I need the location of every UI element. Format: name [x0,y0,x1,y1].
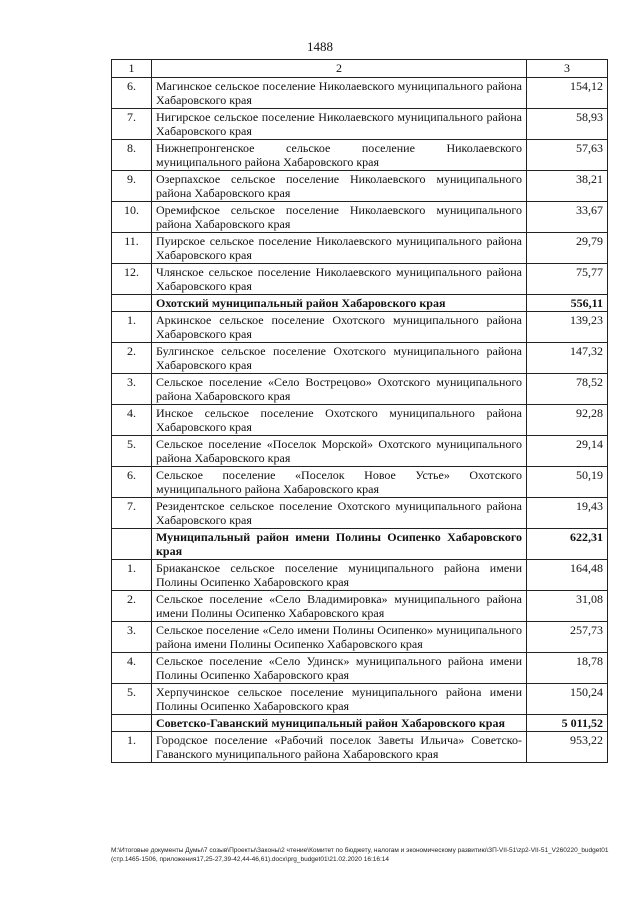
table-row [112,467,608,498]
settlement-name: Муниципальный район имени Полины Осипенко Хабаровского края [152,529,527,560]
amount-value: 31,08 [527,591,608,622]
table-row [112,202,608,233]
amount-value: 38,21 [527,171,608,202]
row-number: 12. [112,264,152,295]
settlement-name: Сельское поселение «Село имени Полины Осипенко» муниципального района имени Полины Осипенко Хабаровского края [152,622,527,653]
amount-value: 57,63 [527,140,608,171]
row-number: 1. [112,312,152,343]
table-header-row [112,60,608,78]
row-number: 11. [112,233,152,264]
row-number: 10. [112,202,152,233]
amount-value: 150,24 [527,684,608,715]
table-row [112,78,608,109]
table-row [112,312,608,343]
amount-value: 953,22 [527,732,608,763]
amount-value: 164,48 [527,560,608,591]
header-col-1: 1 [112,60,152,78]
settlement-name: Резидентское сельское поселение Охотского муниципального района Хабаровского края [152,498,527,529]
document-path-footer: М:\Итоговые документы Думы\7 созыв\Проекты\Законы\2 чтение\Комитет по бюджету, налогам и экономическому развитию\ЗП-VII-51\zp2-VII-51_V260220_budget01(стр.1465-1506, приложения17,25-27,39-42,44-46,61).docx\prg_budget01\21.02.2020 16:16:14 [111,847,609,863]
budget-table [111,59,608,763]
table-row [112,436,608,467]
row-number: 1. [112,732,152,763]
table-row [112,498,608,529]
table-row [112,343,608,374]
table-row [112,405,608,436]
table-row [112,109,608,140]
settlement-name: Озерпахское сельское поселение Николаевского муниципального района Хабаровского края [152,171,527,202]
settlement-name: Оремифское сельское поселение Николаевского муниципального района Хабаровского края [152,202,527,233]
settlement-name: Инское сельское поселение Охотского муниципального района Хабаровского края [152,405,527,436]
settlement-name: Советско-Гаванский муниципальный район Хабаровского края [152,715,527,732]
table-row [112,732,608,763]
settlement-name: Члянское сельское поселение Николаевского муниципального района Хабаровского края [152,264,527,295]
settlement-name: Сельское поселение «Поселок Новое Устье» Охотского муниципального района Хабаровского края [152,467,527,498]
amount-value: 33,67 [527,202,608,233]
row-number: 4. [112,405,152,436]
row-number: 5. [112,436,152,467]
settlement-name: Сельское поселение «Село Удинск» муниципального района имени Полины Осипенко Хабаровского края [152,653,527,684]
settlement-name: Нигирское сельское поселение Николаевского муниципального района Хабаровского края [152,109,527,140]
amount-value: 257,73 [527,622,608,653]
settlement-name: Городское поселение «Рабочий поселок Заветы Ильича» Советско-Гаванского муниципального района Хабаровского края [152,732,527,763]
settlement-name: Сельское поселение «Поселок Морской» Охотского муниципального района Хабаровского края [152,436,527,467]
amount-value: 5 011,52 [527,715,608,732]
row-number: 5. [112,684,152,715]
table-row [112,684,608,715]
header-col-3: 3 [527,60,608,78]
row-number: 2. [112,343,152,374]
amount-value: 50,19 [527,467,608,498]
amount-value: 75,77 [527,264,608,295]
settlement-name: Херпучинское сельское поселение муниципального района имени Полины Осипенко Хабаровского края [152,684,527,715]
row-number [112,715,152,732]
table-row [112,140,608,171]
row-number [112,529,152,560]
row-number [112,295,152,312]
amount-value: 139,23 [527,312,608,343]
amount-value: 92,28 [527,405,608,436]
row-number: 7. [112,498,152,529]
settlement-name: Сельское поселение «Село Вострецово» Охотского муниципального района Хабаровского края [152,374,527,405]
table-row [112,233,608,264]
amount-value: 154,12 [527,78,608,109]
settlement-name: Пуирское сельское поселение Николаевского муниципального района Хабаровского края [152,233,527,264]
row-number: 3. [112,622,152,653]
amount-value: 29,14 [527,436,608,467]
settlement-name: Магинское сельское поселение Николаевского муниципального района Хабаровского края [152,78,527,109]
district-total-row [112,295,608,312]
page-number: 1488 [307,39,333,54]
settlement-name: Охотский муниципальный район Хабаровского края [152,295,527,312]
amount-value: 147,32 [527,343,608,374]
amount-value: 556,11 [527,295,608,312]
table-row [112,622,608,653]
settlement-name: Нижнепронгенское сельское поселение Николаевского муниципального района Хабаровского края [152,140,527,171]
row-number: 6. [112,467,152,498]
district-total-row [112,529,608,560]
row-number: 8. [112,140,152,171]
district-total-row [112,715,608,732]
header-col-2: 2 [152,60,527,78]
row-number: 7. [112,109,152,140]
table-row [112,374,608,405]
row-number: 3. [112,374,152,405]
budget-table-body [112,60,608,763]
settlement-name: Булгинское сельское поселение Охотского муниципального района Хабаровского края [152,343,527,374]
table-row [112,653,608,684]
row-number: 6. [112,78,152,109]
amount-value: 29,79 [527,233,608,264]
row-number: 9. [112,171,152,202]
row-number: 4. [112,653,152,684]
row-number: 1. [112,560,152,591]
amount-value: 58,93 [527,109,608,140]
amount-value: 622,31 [527,529,608,560]
amount-value: 78,52 [527,374,608,405]
table-row [112,560,608,591]
settlement-name: Сельское поселение «Село Владимировка» муниципального района имени Полины Осипенко Хабаровского края [152,591,527,622]
settlement-name: Аркинское сельское поселение Охотского муниципального района Хабаровского края [152,312,527,343]
amount-value: 18,78 [527,653,608,684]
row-number: 2. [112,591,152,622]
settlement-name: Бриаканское сельское поселение муниципального района имени Полины Осипенко Хабаровского края [152,560,527,591]
table-row [112,264,608,295]
table-row [112,171,608,202]
table-row [112,591,608,622]
amount-value: 19,43 [527,498,608,529]
